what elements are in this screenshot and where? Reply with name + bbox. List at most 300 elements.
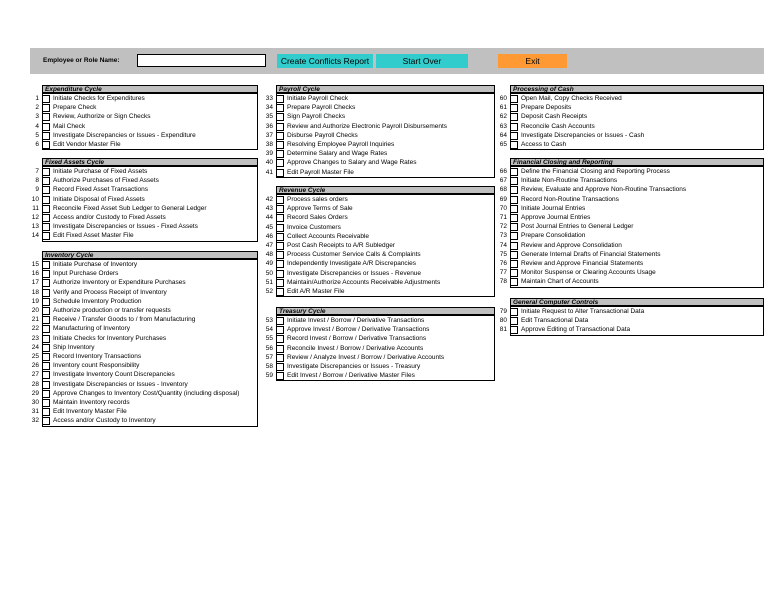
list-item (498, 277, 764, 286)
item-label: Monitor Suspense or Clearing Accounts Usage (521, 269, 656, 277)
list-item (264, 195, 495, 204)
item-number: 9 (35, 186, 39, 194)
item-number: 19 (31, 297, 39, 305)
item-checkbox[interactable] (276, 95, 284, 103)
item-checkbox[interactable] (42, 132, 50, 140)
list-item (264, 325, 495, 334)
item-label: Approve Terms of Sale (287, 205, 353, 213)
item-label: Investigate Inventory Count Discrepancies (53, 371, 175, 379)
list-item (30, 288, 258, 297)
item-number: 76 (499, 260, 507, 267)
item-number: 53 (265, 317, 273, 324)
item-checkbox[interactable] (510, 317, 518, 325)
item-label: Edit Inventory Master File (53, 408, 127, 416)
item-label: Initiate Payroll Check (287, 95, 349, 102)
item-checkbox[interactable] (42, 261, 50, 269)
item-checkbox[interactable] (510, 223, 518, 231)
item-checkbox[interactable] (42, 177, 50, 185)
item-label: Generate Internal Drafts of Financial Statements (521, 250, 661, 258)
item-number: 72 (499, 223, 507, 231)
section-title: Processing of Cash (510, 85, 764, 93)
item-checkbox[interactable] (276, 260, 284, 268)
item-number: 46 (265, 232, 273, 240)
list-item (498, 112, 764, 121)
start-over-button[interactable]: Start Over (376, 54, 468, 68)
item-checkbox[interactable] (42, 362, 50, 370)
item-number: 50 (265, 269, 273, 277)
item-number: 70 (499, 204, 507, 212)
item-label: Sign Payroll Checks (287, 113, 346, 121)
item-label: Reconcile Cash Accounts (521, 122, 595, 130)
exit-button[interactable]: Exit (498, 54, 567, 68)
item-number: 71 (499, 214, 507, 221)
item-checkbox[interactable] (42, 104, 50, 112)
item-number: 80 (499, 317, 507, 325)
item-label: Disburse Payroll Checks (287, 131, 358, 139)
item-checkbox[interactable] (276, 335, 284, 343)
item-number: 69 (499, 195, 507, 203)
item-label: Open Mail, Copy Checks Received (521, 95, 622, 102)
list-item (264, 353, 495, 362)
item-label: Inventory count Responsibility (53, 362, 140, 370)
item-checkbox[interactable] (510, 308, 518, 316)
item-checkbox[interactable] (42, 168, 50, 176)
list-item (30, 278, 258, 287)
list-item (30, 306, 258, 315)
item-checkbox[interactable] (510, 326, 518, 334)
item-checkbox[interactable] (42, 141, 50, 149)
item-checkbox[interactable] (276, 345, 284, 353)
item-number: 30 (31, 399, 39, 406)
list-item (264, 269, 495, 278)
item-checkbox[interactable] (510, 177, 518, 185)
item-label: Edit A/R Master File (287, 288, 345, 295)
item-label: Initiate Journal Entries (521, 204, 586, 212)
item-label: Prepare Consolidation (521, 232, 586, 240)
item-label: Record Sales Orders (287, 214, 348, 222)
list-item (498, 140, 764, 149)
item-label: Prepare Deposits (521, 104, 572, 112)
item-label: Investigate Discrepancies or Issues - Fixed Assets (53, 223, 198, 231)
item-checkbox[interactable] (42, 186, 50, 194)
item-label: Review and Approve Consolidation (521, 241, 622, 249)
item-checkbox[interactable] (42, 214, 50, 222)
list-item (264, 241, 495, 250)
item-label: Review, Evaluate and Approve Non-Routine Transactions (521, 186, 687, 194)
list-item (498, 325, 764, 334)
list-item (498, 122, 764, 131)
item-checkbox[interactable] (42, 417, 50, 425)
item-checkbox[interactable] (42, 325, 50, 333)
item-label: Investigate Discrepancies or Issues - Expenditure (53, 131, 196, 139)
item-number: 47 (265, 242, 273, 249)
item-checkbox[interactable] (276, 372, 284, 380)
list-item (30, 389, 258, 398)
list-item (30, 334, 258, 343)
item-checkbox[interactable] (510, 141, 518, 149)
item-number: 60 (499, 95, 507, 102)
item-checkbox[interactable] (276, 196, 284, 204)
item-label: Invoice Customers (287, 223, 341, 231)
item-checkbox[interactable] (276, 317, 284, 325)
item-number: 31 (31, 408, 39, 416)
item-number: 6 (35, 141, 39, 148)
list-item (498, 195, 764, 204)
list-item (30, 231, 258, 240)
list-item (30, 361, 258, 370)
item-checkbox[interactable] (42, 113, 50, 121)
item-label: Initiate Non-Routine Transactions (521, 177, 618, 185)
list-item (30, 167, 258, 176)
item-number: 28 (31, 380, 39, 388)
list-item (498, 204, 764, 213)
list-item (264, 344, 495, 353)
item-number: 43 (265, 205, 273, 213)
list-item (30, 112, 258, 121)
list-item (264, 232, 495, 241)
item-checkbox[interactable] (42, 232, 50, 240)
item-checkbox[interactable] (276, 224, 284, 232)
list-item (30, 297, 258, 306)
item-label: Record Invest / Borrow / Derivative Transactions (287, 335, 427, 343)
item-number: 21 (31, 316, 39, 324)
item-number: 8 (35, 177, 39, 185)
item-label: Access to Cash (521, 141, 567, 148)
list-item (30, 94, 258, 103)
item-label: Manufacturing of Inventory (53, 325, 130, 333)
list-item (498, 231, 764, 240)
item-label: Record Inventory Transactions (53, 353, 142, 360)
item-checkbox[interactable] (276, 141, 284, 149)
item-label: Initiate Disposal of Fixed Assets (53, 195, 145, 203)
list-item (264, 103, 495, 112)
item-checkbox[interactable] (42, 316, 50, 324)
item-number: 59 (265, 372, 273, 380)
item-number: 77 (499, 269, 507, 277)
item-number: 17 (31, 279, 39, 287)
item-label: Edit Invest / Borrow / Derivative Master Files (287, 372, 415, 380)
item-number: 79 (499, 308, 507, 315)
item-number: 15 (31, 261, 39, 268)
item-number: 57 (265, 353, 273, 361)
item-checkbox[interactable] (510, 260, 518, 268)
item-number: 37 (265, 131, 273, 139)
item-checkbox[interactable] (510, 113, 518, 121)
item-checkbox[interactable] (42, 408, 50, 416)
item-checkbox[interactable] (276, 233, 284, 241)
item-checkbox[interactable] (276, 363, 284, 371)
item-label: Edit Payroll Master File (287, 168, 354, 176)
item-label: Record Non-Routine Transactions (521, 195, 619, 203)
list-item (30, 315, 258, 324)
section-title: Fixed Assets Cycle (42, 158, 258, 166)
list-item (264, 250, 495, 259)
item-number: 12 (31, 214, 39, 221)
item-checkbox[interactable] (276, 169, 284, 177)
item-label: Authorize Purchases of Fixed Assets (53, 177, 159, 185)
list-item (30, 269, 258, 278)
employee-name-input[interactable] (137, 54, 266, 67)
list-item (30, 380, 258, 389)
item-checkbox[interactable] (510, 269, 518, 277)
list-item (498, 268, 764, 277)
item-number: 14 (31, 232, 39, 240)
item-checkbox[interactable] (276, 326, 284, 334)
item-label: Reconcile Fixed Asset Sub Ledger to General Ledger (53, 204, 207, 212)
item-number: 11 (32, 204, 39, 212)
item-checkbox[interactable] (42, 289, 50, 297)
item-checkbox[interactable] (510, 278, 518, 286)
item-number: 62 (499, 113, 507, 121)
item-number: 18 (31, 288, 39, 296)
item-number: 45 (265, 223, 273, 231)
item-label: Mail Check (53, 122, 86, 130)
item-checkbox[interactable] (276, 104, 284, 112)
item-number: 24 (31, 343, 39, 351)
item-label: Collect Accounts Receivable (287, 232, 370, 240)
item-label: Edit Transactional Data (521, 317, 589, 325)
list-item (30, 213, 258, 222)
item-number: 41 (265, 168, 273, 176)
item-label: Investigate Discrepancies or Issues - Cash (521, 131, 645, 139)
item-label: Edit Fixed Asset Master File (53, 232, 134, 240)
item-checkbox[interactable] (510, 232, 518, 240)
list-item (264, 287, 495, 296)
employee-label: Employee or Role Name: (43, 57, 120, 64)
list-item (498, 103, 764, 112)
list-item (498, 185, 764, 194)
list-item (30, 370, 258, 379)
item-number: 81 (499, 326, 507, 334)
list-item (498, 176, 764, 185)
item-label: Investigate Discrepancies or Issues - Revenue (287, 269, 422, 277)
list-item (498, 167, 764, 176)
item-checkbox[interactable] (510, 251, 518, 259)
list-item (30, 352, 258, 361)
item-number: 35 (265, 113, 273, 121)
section-title: Expenditure Cycle (42, 85, 258, 93)
item-number: 74 (499, 241, 507, 249)
item-number: 61 (499, 104, 507, 112)
item-label: Prepare Check (53, 104, 97, 112)
item-number: 49 (265, 260, 273, 268)
item-number: 48 (265, 251, 273, 259)
item-number: 20 (31, 307, 39, 314)
item-label: Input Purchase Orders (53, 270, 119, 278)
list-item (498, 250, 764, 259)
item-label: Reconcile Invest / Borrow / Derivative Accounts (287, 344, 424, 352)
list-item (30, 416, 258, 425)
item-label: Approve Editing of Transactional Data (521, 326, 631, 334)
item-checkbox[interactable] (42, 371, 50, 379)
item-number: 64 (499, 131, 507, 139)
item-number: 7 (35, 168, 39, 175)
item-checkbox[interactable] (42, 381, 50, 389)
item-number: 73 (499, 232, 507, 240)
item-number: 3 (35, 113, 39, 121)
item-checkbox[interactable] (276, 251, 284, 259)
item-checkbox[interactable] (42, 335, 50, 343)
item-checkbox[interactable] (276, 270, 284, 278)
item-label: Authorize Inventory or Expenditure Purchases (53, 279, 186, 287)
item-checkbox[interactable] (42, 298, 50, 306)
list-item (498, 131, 764, 140)
item-label: Investigate Discrepancies or Issues - Inventory (53, 380, 188, 388)
item-label: Initiate Checks for Expenditures (53, 95, 145, 102)
item-label: Prepare Payroll Checks (287, 104, 356, 112)
item-checkbox[interactable] (42, 353, 50, 361)
list-item (30, 176, 258, 185)
list-item (264, 149, 495, 158)
list-item (498, 94, 764, 103)
item-checkbox[interactable] (42, 205, 50, 213)
item-label: Post Cash Receipts to A/R Subledger (287, 242, 396, 249)
section-title: Inventory Cycle (42, 251, 258, 259)
section-title: Treasury Cycle (276, 307, 495, 315)
list-item (498, 307, 764, 316)
item-label: Initiate Purchase of Fixed Assets (53, 168, 148, 175)
item-label: Maintain Chart of Accounts (521, 278, 599, 286)
item-label: Resolving Employee Payroll Inquiries (287, 141, 395, 148)
item-number: 55 (265, 335, 273, 343)
item-number: 1 (35, 95, 39, 102)
item-checkbox[interactable] (510, 95, 518, 103)
item-number: 51 (265, 278, 273, 286)
item-number: 34 (265, 104, 273, 112)
item-checkbox[interactable] (276, 132, 284, 140)
item-checkbox[interactable] (510, 104, 518, 112)
item-checkbox[interactable] (510, 214, 518, 222)
item-checkbox[interactable] (510, 196, 518, 204)
item-label: Initiate Checks for Inventory Purchases (53, 334, 167, 342)
list-item (498, 213, 764, 222)
list-item (264, 316, 495, 325)
list-item (30, 185, 258, 194)
list-item (264, 213, 495, 222)
item-label: Maintain/Authorize Accounts Receivable Adjustments (287, 278, 441, 286)
item-checkbox[interactable] (276, 242, 284, 250)
item-checkbox[interactable] (42, 223, 50, 231)
list-item (30, 103, 258, 112)
list-item (30, 222, 258, 231)
list-item (264, 158, 495, 167)
create-conflicts-report-button[interactable]: Create Conflicts Report (277, 54, 373, 68)
item-label: Receive / Transfer Goods to / from Manufacturing (53, 316, 196, 324)
item-label: Post Journal Entries to General Ledger (521, 223, 634, 231)
item-checkbox[interactable] (42, 399, 50, 407)
list-item (264, 168, 495, 177)
section-title: General Computer Controls (510, 298, 764, 306)
list-item (30, 122, 258, 131)
section-title: Financial Closing and Reporting (510, 158, 764, 166)
item-number: 66 (499, 168, 507, 175)
item-label: Edit Vendor Master File (53, 141, 121, 148)
list-item (264, 223, 495, 232)
item-label: Define the Financial Closing and Reporting Process (521, 168, 670, 175)
list-item (498, 316, 764, 325)
item-label: Process Customer Service Calls & Complaints (287, 251, 421, 259)
section-title: Revenue Cycle (276, 186, 495, 194)
list-item (264, 131, 495, 140)
item-checkbox[interactable] (42, 390, 50, 398)
item-checkbox[interactable] (42, 95, 50, 103)
item-label: Review and Approve Financial Statements (521, 260, 644, 267)
item-label: Review / Analyze Invest / Borrow / Derivative Accounts (287, 353, 445, 361)
item-checkbox[interactable] (42, 344, 50, 352)
item-number: 23 (31, 334, 39, 342)
item-number: 56 (265, 344, 273, 352)
item-checkbox[interactable] (276, 123, 284, 131)
item-checkbox[interactable] (510, 205, 518, 213)
item-checkbox[interactable] (510, 186, 518, 194)
item-checkbox[interactable] (276, 214, 284, 222)
item-number: 5 (35, 131, 39, 139)
item-checkbox[interactable] (510, 168, 518, 176)
list-item (264, 204, 495, 213)
list-item (264, 362, 495, 371)
list-item (264, 371, 495, 380)
item-number: 75 (499, 250, 507, 258)
item-checkbox[interactable] (42, 123, 50, 131)
item-number: 26 (31, 362, 39, 370)
list-item (30, 324, 258, 333)
list-item (30, 204, 258, 213)
item-checkbox[interactable] (276, 159, 284, 167)
item-label: Ship Inventory (53, 343, 95, 351)
item-checkbox[interactable] (276, 354, 284, 362)
item-number: 13 (31, 223, 39, 231)
item-label: Maintain Inventory records (53, 399, 130, 406)
item-label: Initiate Invest / Borrow / Derivative Transactions (287, 317, 425, 324)
item-number: 16 (31, 270, 39, 278)
item-number: 10 (31, 195, 39, 203)
list-item (264, 140, 495, 149)
list-item (264, 122, 495, 131)
item-checkbox[interactable] (276, 150, 284, 158)
item-checkbox[interactable] (510, 132, 518, 140)
list-item (264, 334, 495, 343)
item-number: 67 (499, 177, 507, 185)
item-label: Initiate Purchase of Inventory (53, 261, 138, 268)
item-label: Approve Changes to Salary and Wage Rates (287, 159, 417, 167)
item-label: Review and Authorize Electronic Payroll Disbursements (287, 122, 448, 130)
item-number: 52 (265, 288, 273, 295)
list-item (498, 241, 764, 250)
item-checkbox[interactable] (510, 123, 518, 131)
item-number: 22 (31, 325, 39, 333)
item-checkbox[interactable] (42, 270, 50, 278)
item-label: Initiate Request to Alter Transactional Data (521, 308, 645, 315)
item-number: 36 (265, 122, 273, 130)
item-label: Investigate Discrepancies or Issues - Treasury (287, 363, 421, 370)
item-label: Determine Salary and Wage Rates (287, 150, 388, 158)
item-checkbox[interactable] (42, 196, 50, 204)
item-label: Authorize production or transfer requests (53, 307, 171, 314)
item-checkbox[interactable] (276, 288, 284, 296)
item-checkbox[interactable] (276, 279, 284, 287)
item-checkbox[interactable] (276, 205, 284, 213)
list-item (264, 259, 495, 268)
item-label: Review, Authorize or Sign Checks (53, 113, 151, 121)
list-item (264, 278, 495, 287)
item-label: Independently Investigate A/R Discrepancies (287, 260, 416, 268)
item-checkbox[interactable] (42, 307, 50, 315)
item-checkbox[interactable] (276, 113, 284, 121)
item-checkbox[interactable] (42, 279, 50, 287)
item-checkbox[interactable] (510, 242, 518, 250)
list-item (498, 259, 764, 268)
section-title: Payroll Cycle (276, 85, 495, 93)
